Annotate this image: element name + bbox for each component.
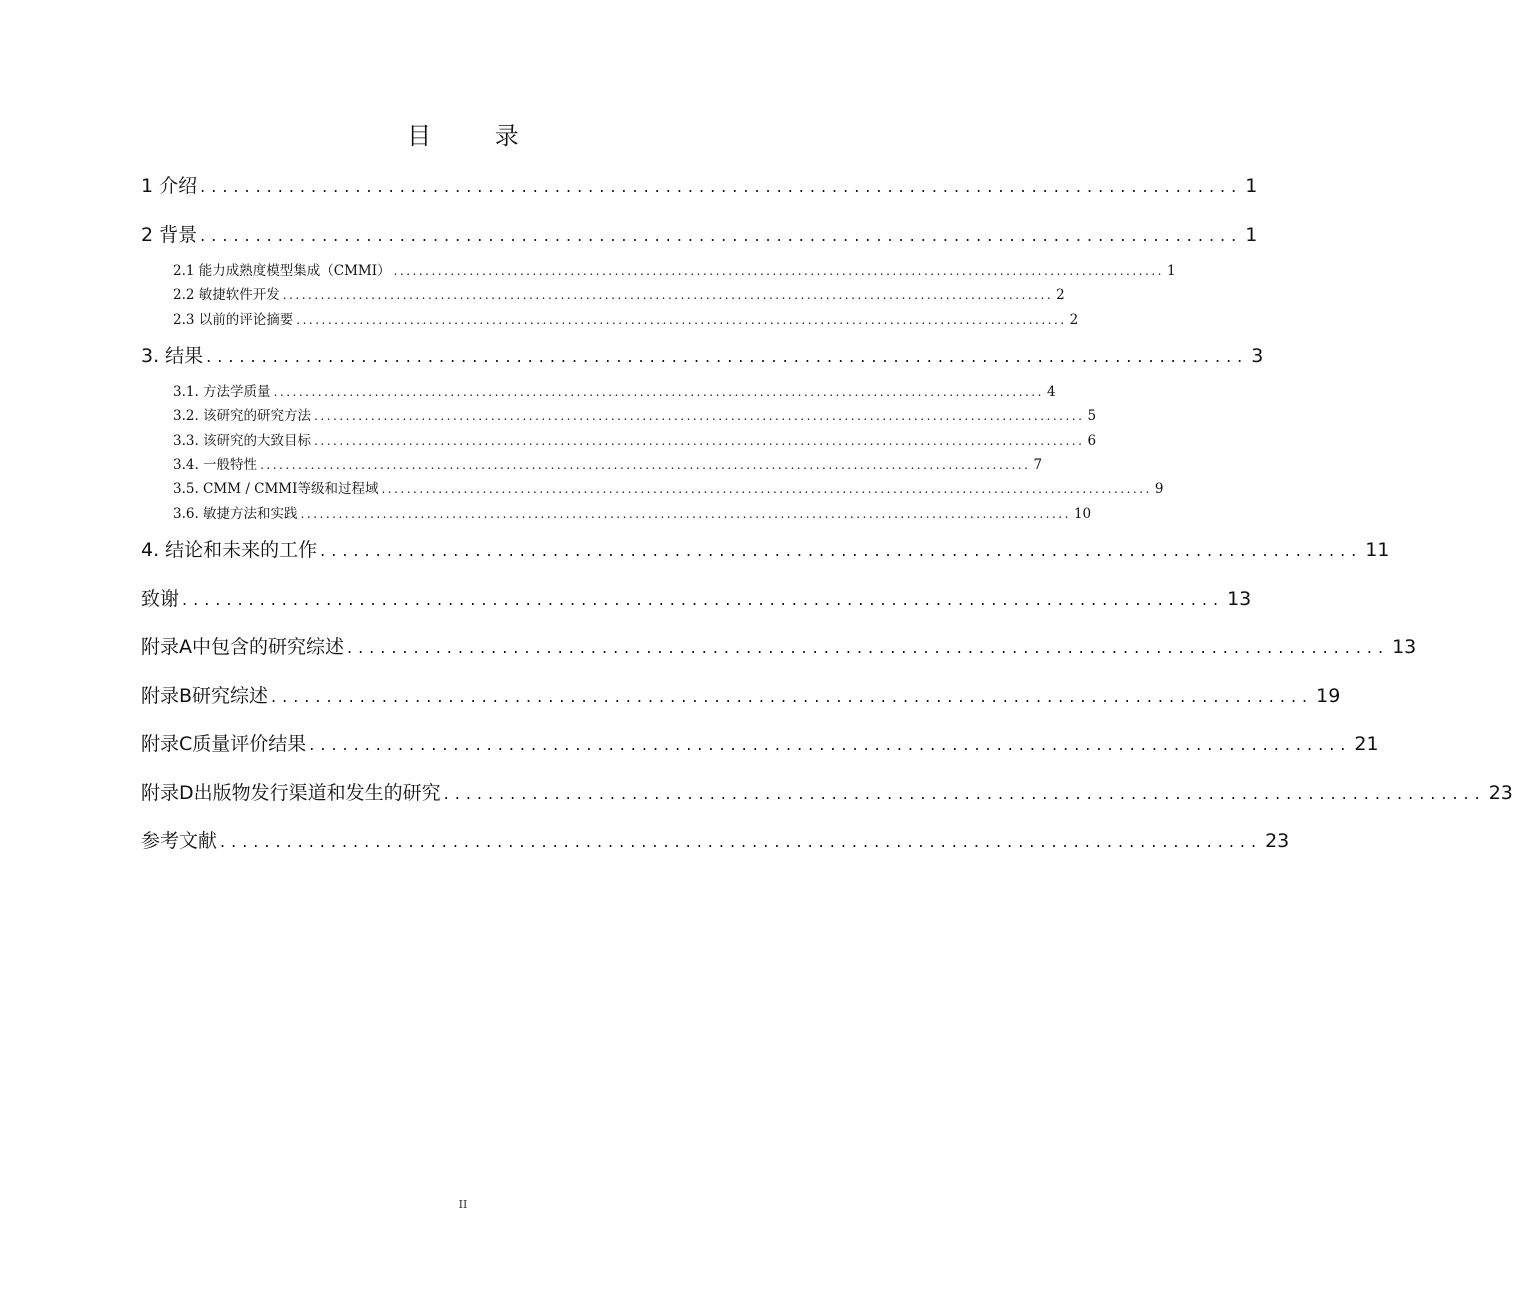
toc-entry-page: 21 — [1354, 733, 1379, 755]
toc-entry-label: 参考文献 — [141, 830, 218, 852]
toc-subentry[interactable] — [141, 407, 1097, 425]
toc-subentry[interactable] — [141, 311, 1079, 329]
toc-subentry[interactable] — [141, 456, 1043, 474]
dot-leader: .......................................................................................................................... — [381, 482, 1152, 496]
toc-entry-page: 23 — [1488, 782, 1513, 804]
toc-entry-label: 2.2 敏捷软件开发 — [173, 287, 280, 303]
toc-subentry[interactable] — [141, 505, 1092, 523]
toc-entry-label: 附录D出版物发行渠道和发生的研究 — [141, 782, 441, 804]
toc-entry[interactable] — [141, 173, 1258, 200]
toc-entry-label: 附录B研究综述 — [141, 685, 269, 707]
toc-entry-page: 1 — [1166, 263, 1176, 279]
dot-leader: .......................................................................................................................... — [314, 434, 1085, 448]
toc-entry[interactable] — [141, 537, 1390, 564]
dot-leader: .............................................................................................. — [220, 832, 1263, 851]
toc-entry-label: 1 介绍 — [141, 175, 198, 197]
toc-entry[interactable] — [141, 634, 1417, 661]
toc-entry[interactable] — [141, 586, 1252, 613]
toc-entry-label: 附录A中包含的研究综述 — [141, 636, 344, 658]
dot-leader: .............................................................................................. — [309, 735, 1352, 754]
toc-subentry[interactable] — [141, 383, 1056, 401]
dot-leader: .......................................................................................................................... — [296, 313, 1067, 327]
dot-leader: .......................................................................................................................... — [393, 264, 1164, 278]
dot-leader: .......................................................................................................................... — [300, 507, 1071, 521]
dot-leader: .............................................................................................. — [347, 638, 1390, 657]
toc-entry-page: 2 — [1069, 312, 1079, 328]
dot-leader: .............................................................................................. — [443, 784, 1486, 803]
toc-entry-page: 1 — [1245, 224, 1258, 246]
toc-entry-page: 11 — [1365, 539, 1390, 561]
toc-entry-page: 6 — [1087, 433, 1097, 449]
toc-entry-page: 13 — [1227, 588, 1252, 610]
dot-leader: .......................................................................................................................... — [260, 458, 1031, 472]
toc-entry-label: 3. 结果 — [141, 345, 204, 367]
toc-entry-label: 2 背景 — [141, 224, 198, 246]
toc-subentry[interactable] — [141, 262, 1176, 280]
dot-leader: .............................................................................................. — [271, 687, 1314, 706]
toc-entry-label: 2.1 能力成熟度模型集成（CMMI） — [173, 263, 391, 279]
toc-subentry[interactable] — [141, 432, 1097, 450]
dot-leader: .............................................................................................. — [200, 226, 1243, 245]
toc-entry-page: 2 — [1056, 287, 1065, 303]
dot-leader: .......................................................................................................................... — [314, 409, 1085, 423]
toc-title: 目 录 — [407, 122, 547, 150]
toc-entry-label: 2.3 以前的评论摘要 — [173, 312, 294, 328]
toc-entry-label: 3.6. 敏捷方法和实践 — [173, 506, 298, 522]
toc-subentry[interactable] — [141, 480, 1164, 498]
toc-entry-label: 附录C质量评价结果 — [141, 733, 307, 755]
toc-entry-page: 3 — [1251, 345, 1264, 367]
toc-entry-label: 4. 结论和未来的工作 — [141, 539, 318, 561]
toc-entry-label: 3.1. 方法学质量 — [173, 384, 271, 400]
toc-entry[interactable] — [141, 683, 1341, 710]
toc-entry-page: 10 — [1073, 506, 1092, 522]
dot-leader: .............................................................................................. — [182, 590, 1225, 609]
toc-entry-label: 3.4. 一般特性 — [173, 457, 258, 473]
toc-entry[interactable] — [141, 828, 1290, 855]
dot-leader: .............................................................................................. — [206, 347, 1249, 366]
toc-entry[interactable] — [141, 731, 1379, 758]
toc-entry[interactable] — [141, 343, 1264, 370]
page-number-footer: II — [458, 1198, 468, 1211]
toc-entry-label: 3.2. 该研究的研究方法 — [173, 408, 312, 424]
dot-leader: .......................................................................................................................... — [282, 288, 1054, 302]
toc-entry-page: 9 — [1154, 481, 1164, 497]
toc-subentry[interactable] — [141, 286, 1065, 304]
toc-entry[interactable] — [141, 780, 1513, 807]
toc-entry-page: 4 — [1046, 384, 1056, 400]
dot-leader: .............................................................................................. — [320, 541, 1363, 560]
toc-entry-page: 5 — [1087, 408, 1097, 424]
dot-leader: .............................................................................................. — [200, 177, 1243, 196]
toc-entry-page: 19 — [1316, 685, 1341, 707]
toc-entry-page: 23 — [1265, 830, 1290, 852]
toc-entry-page: 7 — [1033, 457, 1043, 473]
toc-entry-label: 致谢 — [141, 588, 180, 610]
toc-entry-page: 1 — [1245, 175, 1258, 197]
toc-entry-page: 13 — [1392, 636, 1417, 658]
toc-entry-label: 3.5. CMM / CMMI等级和过程域 — [173, 481, 379, 497]
toc-entry[interactable] — [141, 222, 1258, 249]
dot-leader: .......................................................................................................................... — [273, 385, 1044, 399]
toc-entry-label: 3.3. 该研究的大致目标 — [173, 433, 312, 449]
